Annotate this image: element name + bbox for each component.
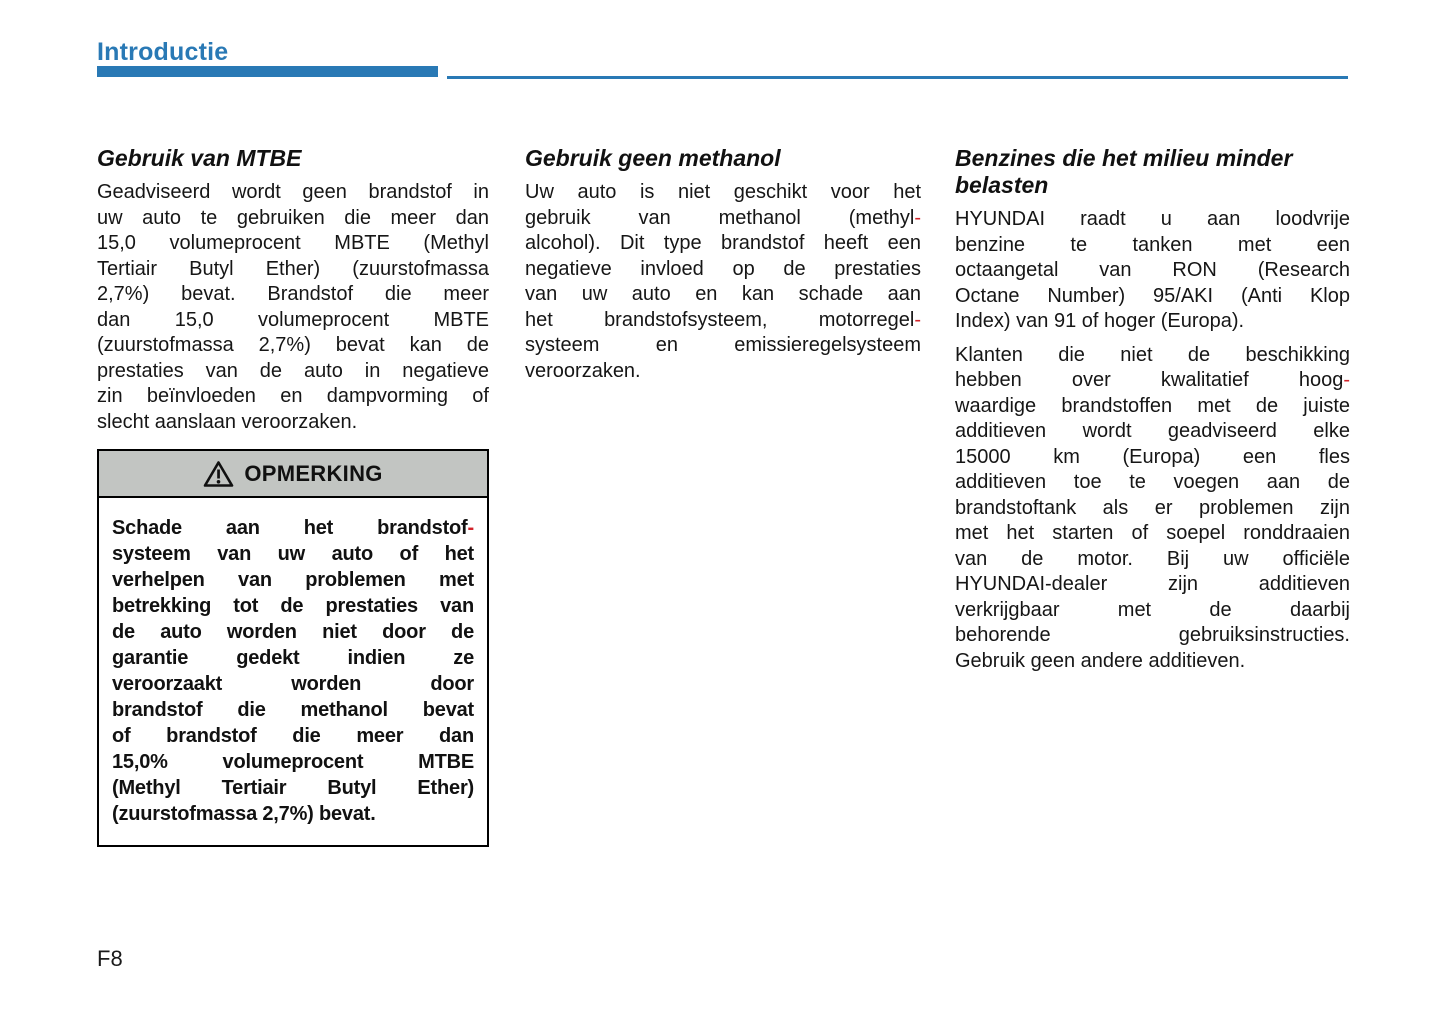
note-body (99, 498, 487, 845)
text-line: additieven toe te voegen aan de (955, 471, 1350, 493)
text-line: dan 15,0 volumeprocent MBTE (97, 308, 489, 331)
text-line: gebruik van methanol (methyl- (525, 206, 921, 229)
text-line: Gebruik geen andere additieven. (955, 649, 1246, 672)
note-header (99, 451, 487, 498)
text-line: van uw auto en kan schade aan (525, 283, 921, 305)
text-line: 2,7%) bevat. Brandstof die meer (97, 283, 489, 305)
text-line: negatieve invloed op de prestaties (525, 257, 921, 280)
text-line: Uw auto is niet geschikt voor het (525, 181, 921, 203)
column-mtbe (97, 145, 489, 847)
text-line: Geadviseerd wordt geen brandstof in (97, 181, 489, 203)
column-benzines (955, 145, 1350, 674)
text-line: additieven wordt geadviseerd elke (955, 420, 1350, 442)
text-line: hebben over kwalitatief hoog- (955, 369, 1350, 391)
text-line: (Methyl Tertiair Butyl Ether) (112, 777, 474, 799)
text-line: Tertiair Butyl Ether) (zuurstofmassa (97, 257, 489, 280)
text-line: het brandstofsysteem, motorregel- (525, 308, 921, 331)
paragraph-mtbe (97, 180, 489, 435)
page-title: Introductie (97, 38, 229, 66)
text-line: 15,0% volumeprocent MTBE (112, 751, 474, 773)
paragraph-benzines-2 (955, 343, 1350, 675)
text-line: alcohol). Dit type brandstof heeft een (525, 232, 921, 254)
text-line: zin beïnvloeden en dampvorming of (97, 385, 489, 407)
text-line: behorende gebruiksinstructies. (955, 624, 1350, 646)
text-line: octaangetal van RON (Research (955, 259, 1350, 281)
page-number: F8 (97, 946, 123, 971)
title-underline-bar (97, 66, 438, 77)
text-line: Klanten die niet de beschikking (955, 343, 1350, 366)
text-line: met het starten of soepel ronddraaien (955, 522, 1350, 544)
text-line: systeem en emissieregelsysteem (525, 334, 921, 356)
text-line: garantie gedekt indien ze (112, 647, 474, 669)
line-break-hyphen: - (467, 517, 474, 539)
text-line: uw auto te gebruiken die meer dan (97, 206, 489, 229)
text-line: 15000 km (Europa) een fles (955, 445, 1350, 468)
text-line: benzine te tanken met een (955, 233, 1350, 256)
section-heading-benzines: Benzines die het milieu minder belasten (955, 145, 1293, 198)
line-break-hyphen: - (1343, 369, 1350, 391)
section-heading-methanol: Gebruik geen methanol (525, 145, 781, 171)
text-line: van de motor. Bij uw officiële (955, 547, 1350, 570)
note-title: OPMERKING (244, 460, 383, 486)
text-line: waardige brandstoffen met de juiste (955, 394, 1350, 417)
column-methanol (525, 145, 921, 384)
text-line: veroorzaakt worden door (112, 673, 474, 695)
paragraph-methanol (525, 180, 921, 384)
text-line: Octane Number) 95/AKI (Anti Klop (955, 284, 1350, 307)
title-underline-rule (447, 76, 1348, 79)
text-line: Index) van 91 of hoger (Europa). (955, 310, 1245, 332)
text-line: veroorzaken. (525, 359, 641, 382)
note-box (97, 449, 489, 847)
text-line: 15,0 volumeprocent MBTE (Methyl (97, 232, 489, 254)
line-break-hyphen: - (914, 308, 921, 331)
line-break-hyphen: - (914, 206, 921, 229)
text-line: (zuurstofmassa 2,7%) bevat. (112, 803, 376, 825)
text-line: systeem van uw auto of het (112, 543, 474, 565)
text-line: verhelpen van problemen met (112, 569, 474, 591)
text-line: of brandstof die meer dan (112, 725, 474, 747)
text-line: brandstof die methanol bevat (112, 699, 474, 721)
text-line: brandstoftank als er problemen zijn (955, 496, 1350, 519)
text-line: betrekking tot de prestaties van (112, 595, 474, 617)
text-line: Schade aan het brandstof- (112, 517, 474, 539)
text-line: HYUNDAI-dealer zijn additieven (955, 573, 1350, 595)
text-line: (zuurstofmassa 2,7%) bevat kan de (97, 334, 489, 356)
text-line: prestaties van de auto in negatieve (97, 359, 489, 382)
section-heading-mtbe: Gebruik van MTBE (97, 145, 302, 171)
text-line: slecht aanslaan veroorzaken. (97, 410, 358, 433)
text-line: de auto worden niet door de (112, 621, 474, 643)
text-line: verkrijgbaar met de daarbij (955, 598, 1350, 621)
text-line: HYUNDAI raadt u aan loodvrije (955, 208, 1350, 230)
paragraph-benzines-1 (955, 207, 1350, 335)
warning-triangle-icon (203, 460, 234, 488)
